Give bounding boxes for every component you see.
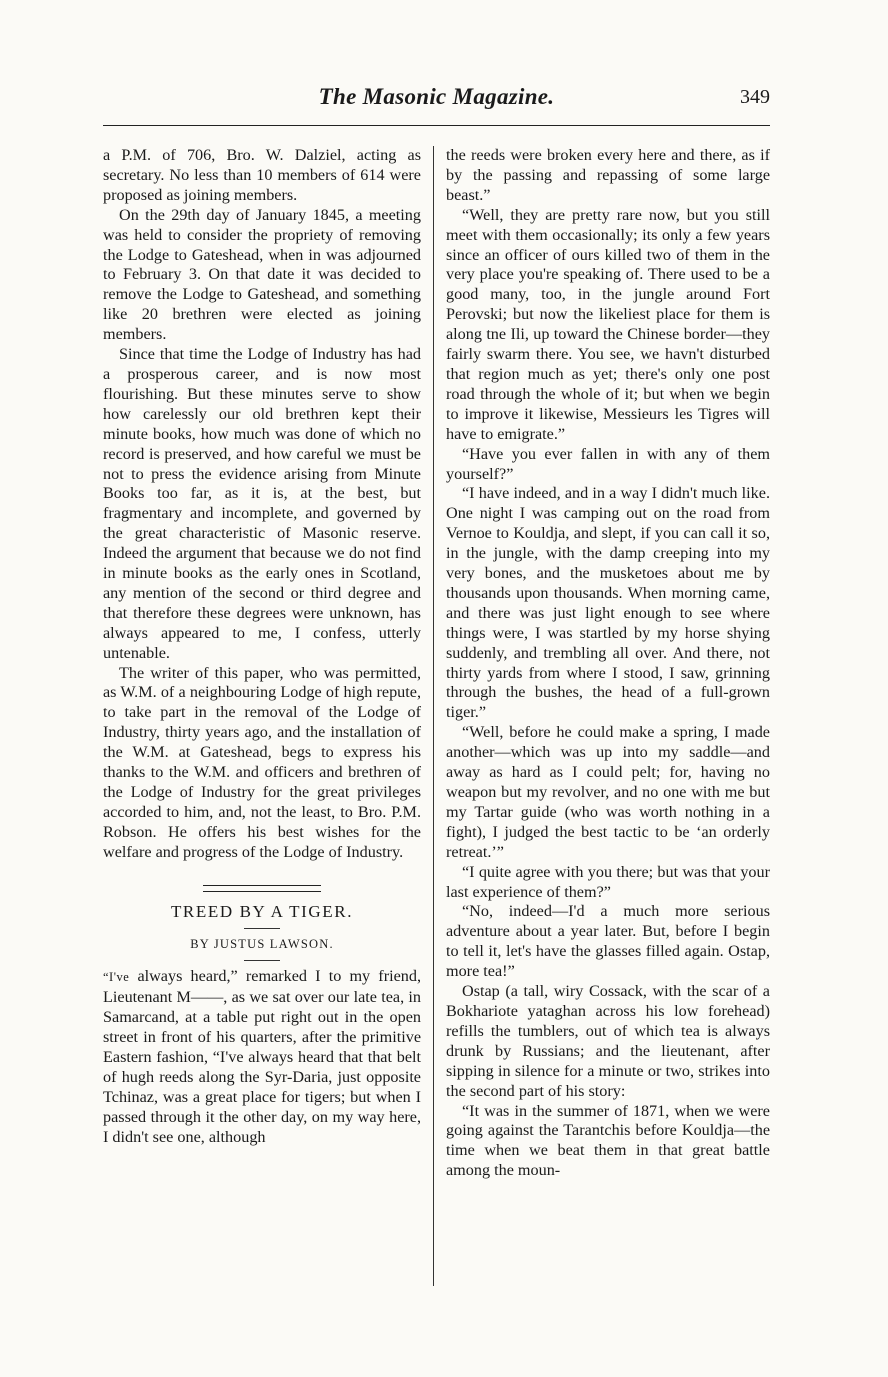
running-title: The Masonic Magazine. bbox=[318, 84, 555, 109]
story-title: TREED BY A TIGER. bbox=[170, 901, 354, 921]
paragraph: “No, indeed—I'd a much more serious adventure about a year later. But, before I begin to tell it, let's have the glasses filled again. Ostap, more tea!” bbox=[446, 902, 770, 981]
story-opening-paragraph bbox=[103, 967, 421, 1147]
byline: BY JUSTUS LAWSON. bbox=[190, 936, 334, 951]
page-header bbox=[103, 84, 770, 126]
paragraph: Ostap (a tall, wiry Cossack, with the scar of a Bokhariote yataghan across his low forehead) refills the tumblers, out of which tea is always drunk by Russians; and the lieutenant, after sipping in silence for a minute or two, strikes into the second part of his story: bbox=[446, 982, 770, 1100]
section-ornament-rule bbox=[203, 885, 321, 892]
paragraph: “It was in the summer of 1871, when we were going against the Tarantchis before Kouldja—the time when we beat them in that great battle among the moun- bbox=[446, 1101, 770, 1180]
header-rule bbox=[103, 125, 770, 126]
left-column bbox=[103, 146, 421, 1148]
drop-lead: “I've bbox=[103, 970, 130, 985]
paragraph: “Well, they are pretty rare now, but you still meet with them occasionally; its only a few years since an officer of ours killed two of them in the very place you're speaking of. There used to be a good many, too, in the jungle around Fort Perovski; but now the likeliest place for them is along tne Ili, up toward the Chinese border—they fairly swarm there. You see, we havn't disturbed that region much as yet; there's only one post road through the whole of it; but when we begin to improve it likewise, Messieurs les Tigres will have to emigrate.” bbox=[446, 205, 770, 443]
column-divider bbox=[433, 146, 434, 1286]
story-opening-text: always heard,” remarked I to my friend, Lieutenant M——, as we sat over our late tea, in Samarcand, at a table put right out in the open street in front of his quarters, after the primitive Eastern fashion, “I've always heard that that belt of hugh reeds along the Syr-Daria, just opposite Tchinaz, was a great place for tigers; but when I passed through it the other day, on my way here, I didn't see one, although bbox=[103, 967, 422, 1146]
paragraph: “I have indeed, and in a way I didn't much like. One night I was camping out on the road from Vernoe to Kouldja, and slept, if you can call it so, in the jungle, with the damp creeping into my very bones, and the musketoes about me by thousands upon thousands. When morning came, and there was just light enough to see where things were, I was startled by my horse shying suddenly, and trembling all over. And there, not thirty yards from where I stood, I saw, grinning through the bushes, the head of a full-grown tiger.” bbox=[446, 484, 770, 722]
paragraph: “Have you ever fallen in with any of them yourself?” bbox=[446, 444, 770, 483]
paragraph: a P.M. of 706, Bro. W. Dalziel, acting as secretary. No less than 10 members of 614 were proposed as joining members. bbox=[103, 146, 421, 204]
paragraph: the reeds were broken every here and there, as if by the passing and repassing of some large beast.” bbox=[446, 146, 770, 204]
paragraph: The writer of this paper, who was permitted, as W.M. of a neighbouring Lodge of high repute, to take part in the removal of the Lodge of Industry, thirty years ago, and the installation of the W.M. at Gateshead, begs to express his thanks to the W.M. and officers and brethren of the Lodge of Industry for the great privileges accorded to him, and, not the least, to Bro. P.M. Robson. He offers his best wishes for the welfare and progress of the Lodge of Industry. bbox=[103, 663, 421, 861]
paragraph: Since that time the Lodge of Industry has had a prosperous career, and is now most flourishing. But these minutes serve to show how carelessly our old brethren kept their minute books, how much was done of which no record is preserved, and how careful we must be not to press the evidence arising from Minute Books too far, as it is, at the best, but fragmentary and incomplete, and governed by the great characteristic of Masonic reserve. Indeed the argument that because we do not find in minute books as the early ones in Scotland, any mention of the second or third degree and that therefore these degrees were unknown, has always appeared to me, I confess, utterly untenable. bbox=[103, 345, 421, 662]
page-number: 349 bbox=[740, 86, 770, 108]
title-rule bbox=[244, 928, 280, 929]
paragraph: “I quite agree with you there; but was that your last experience of them?” bbox=[446, 862, 770, 901]
byline-rule bbox=[244, 960, 280, 961]
paragraph: On the 29th day of January 1845, a meeting was held to consider the propriety of removing the Lodge to Gateshead, when in was adjourned to February 3. On that date it was decided to remove the Lodge to Gateshead, and something like 20 brethren were elected as joining members. bbox=[103, 205, 421, 344]
right-column bbox=[446, 146, 770, 1181]
paragraph: “Well, before he could make a spring, I made another—which was up into my saddle—and away as hard as I could pelt; for, having no weapon but my revolver, and no one with me but my Tartar guide (who was worth nothing in a fight), I judged the best tactic to be ‘an orderly retreat.’” bbox=[446, 723, 770, 861]
